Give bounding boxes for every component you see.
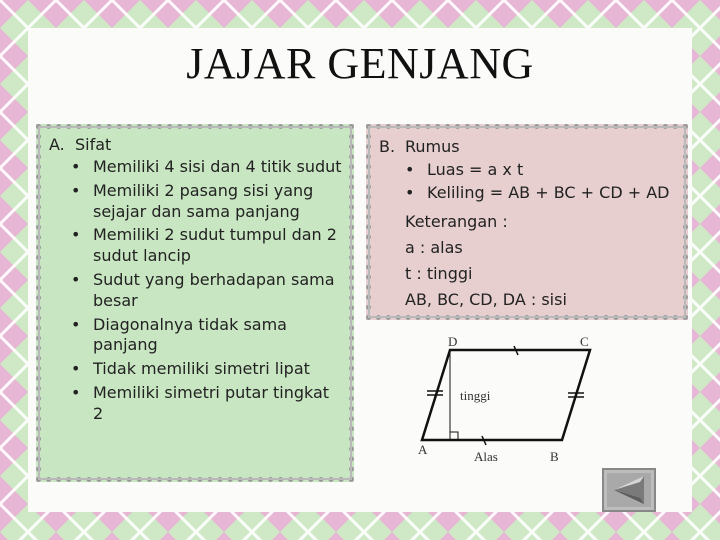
back-arrow-icon	[604, 470, 654, 510]
list-item-text: Diagonalnya tidak sama panjang	[93, 314, 287, 355]
sifat-list	[71, 157, 343, 428]
rumus-box	[366, 124, 688, 320]
bullet-icon: •	[71, 269, 81, 289]
list-item	[71, 383, 343, 425]
keterangan-sisi: AB, BC, CD, DA : sisi	[405, 290, 567, 309]
list-item-text: Memiliki 2 sudut tumpul dan 2 sudut lancip	[93, 225, 337, 266]
list-item	[71, 225, 343, 267]
keterangan-alas: a : alas	[405, 238, 463, 257]
list-item-text: Tidak memiliki simetri lipat	[93, 359, 310, 379]
vertex-b-label: B	[550, 449, 559, 464]
list-item	[71, 315, 343, 357]
bullet-icon: •	[405, 183, 415, 203]
list-item	[405, 181, 685, 204]
parallelogram-diagram	[410, 328, 610, 468]
sifat-box	[36, 124, 354, 482]
list-item-text: Sudut yang berhadapan sama besar	[93, 269, 335, 310]
list-item-text: Memiliki 2 pasang sisi yang sejajar dan sama panjang	[93, 180, 314, 221]
bullet-icon: •	[71, 180, 81, 200]
bullet-icon: •	[71, 382, 81, 402]
list-item	[405, 158, 685, 181]
section-b-title: Rumus	[405, 137, 460, 156]
parallelogram-shape	[422, 350, 590, 440]
base-label: Alas	[474, 449, 498, 464]
list-item	[71, 157, 343, 178]
section-b-label: B.	[379, 137, 396, 156]
formula-luas: Luas = a x t	[427, 160, 524, 179]
list-item-text: Memiliki 4 sisi dan 4 titik sudut	[93, 157, 342, 176]
height-label: tinggi	[460, 388, 491, 403]
back-button[interactable]	[602, 468, 656, 512]
list-item	[71, 181, 343, 223]
vertex-d-label: D	[448, 334, 458, 349]
section-a-title: Sifat	[75, 135, 112, 154]
rumus-list	[405, 158, 685, 204]
page-title: JAJAR GENJANG	[186, 39, 534, 88]
bullet-icon: •	[71, 157, 81, 176]
vertex-a-label: A	[418, 442, 428, 457]
list-item	[71, 270, 343, 312]
bullet-icon: •	[71, 225, 81, 245]
vertex-c-label: C	[580, 334, 589, 349]
bullet-icon: •	[71, 314, 81, 334]
list-item	[71, 359, 343, 380]
formula-keliling: Keliling = AB + BC + CD + AD	[427, 183, 670, 203]
keterangan-tinggi: t : tinggi	[405, 264, 473, 283]
list-item-text: Memiliki simetri putar tingkat 2	[93, 382, 330, 423]
section-a-label: A.	[49, 135, 65, 154]
bullet-icon: •	[71, 359, 81, 379]
keterangan-title: Keterangan :	[405, 212, 508, 231]
bullet-icon: •	[405, 160, 415, 179]
